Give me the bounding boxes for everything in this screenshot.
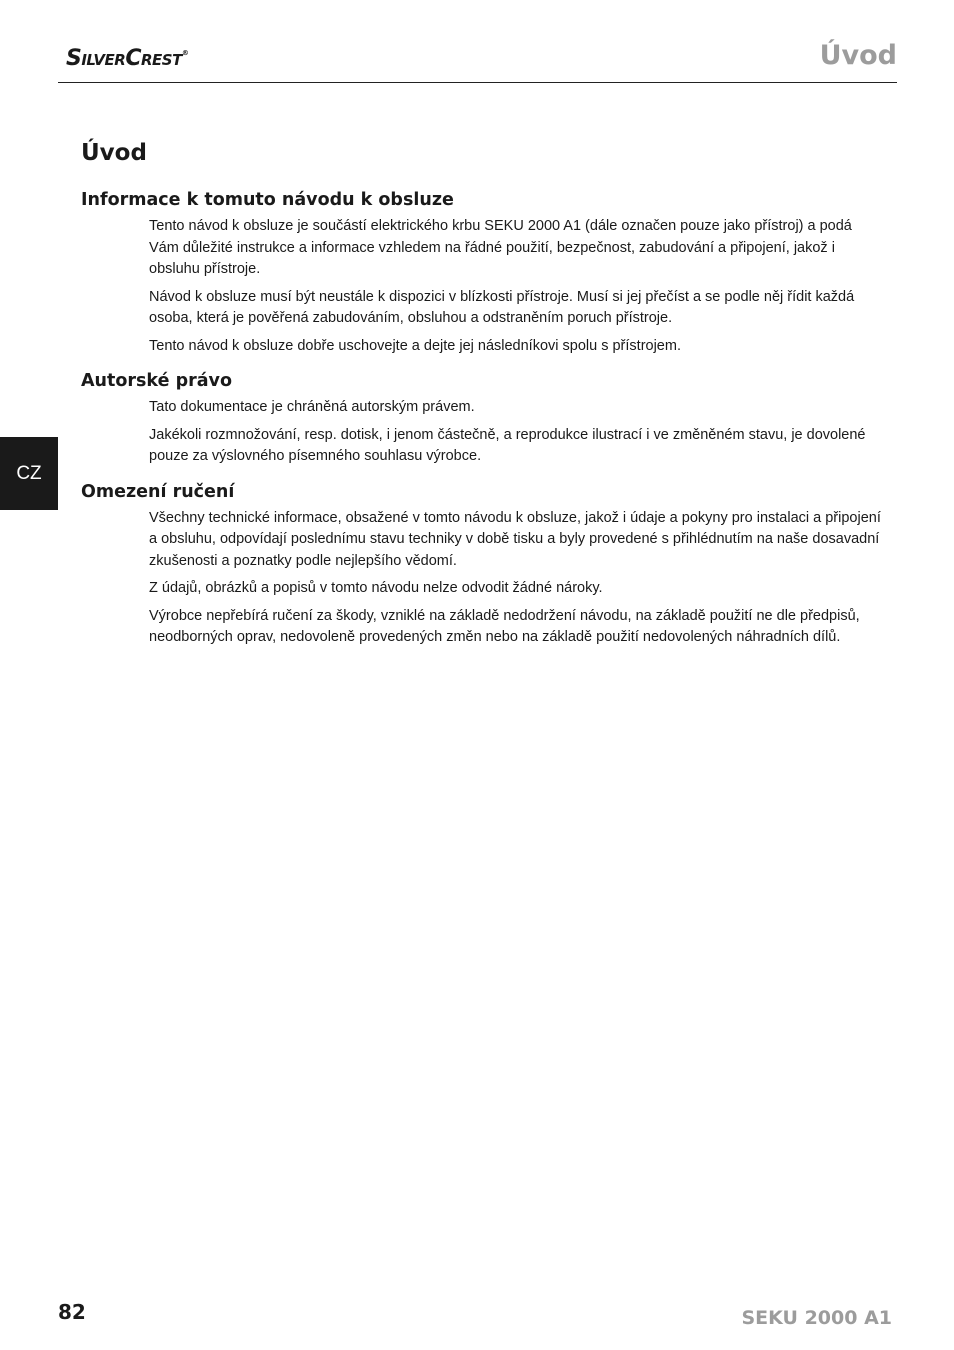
paragraph: Tato dokumentace je chráněná autorským právem. bbox=[149, 399, 475, 415]
paragraph: Z údajů, obrázků a popisů v tomto návodu nelze odvodit žádné nároky. bbox=[149, 580, 603, 596]
brand-logo bbox=[66, 46, 188, 71]
paragraph: Jakékoli rozmnožování, resp. dotisk, i jenom částečně, a reprodukce ilustrací i ve změněném stavu, je dovolené pouze za výslovného písemného souhlasu výrobce. bbox=[149, 426, 866, 464]
main-content bbox=[81, 140, 881, 663]
paragraph: Návod k obsluze musí být neustále k dispozici v blízkosti přístroje. Musí si jej přečíst a se podle něj řídit každá osoba, která je pověřená zabudováním, obsluhou a odstraněním poruch přístroje. bbox=[149, 288, 855, 326]
paragraph: Výrobce nepřebírá ručení za škody, vzniklé na základě nedodržení návodu, na základě použití ne dle předpisů, neodborných oprav, nedovoleně provedených změn nebo na základě použití nedovolených náhradních dílů. bbox=[149, 607, 860, 645]
section-liability bbox=[81, 482, 881, 649]
page-number: 82 bbox=[58, 1300, 86, 1324]
brand-name: SilverCrest bbox=[66, 46, 182, 71]
section-heading: Informace k tomuto návodu k obsluze bbox=[81, 190, 454, 210]
paragraph: Tento návod k obsluze dobře uschovejte a dejte jej následníkovi spolu s přístrojem. bbox=[149, 337, 681, 354]
section-heading: Autorské právo bbox=[81, 371, 232, 391]
section-heading: Omezení ručení bbox=[81, 481, 235, 502]
header-section-title: Úvod bbox=[819, 40, 897, 71]
section-manual-info bbox=[81, 190, 881, 357]
paragraph: Všechny technické informace, obsažené v tomto návodu k obsluze, jakož i údaje a pokyny pro instalaci a připojení a obsluhu, odpovídají poslednímu stavu techniky v době tisku a byly provedené s přihlédnutím na naše dosavadní zkušenosti a poznatky podle nejlepšího vědomí. bbox=[149, 509, 881, 569]
model-name: SEKU 2000 A1 bbox=[741, 1307, 892, 1329]
page-header bbox=[58, 38, 897, 83]
language-tab-label: CZ bbox=[16, 462, 42, 484]
page-title: Úvod bbox=[81, 140, 147, 166]
paragraph: Tento návod k obsluze je součástí elektrického krbu SEKU 2000 A1 (dále označen pouze jako přístroj) a podá Vám důležité instrukce a informace vzhledem na řádné použití, bezpečnost, zabudování a připojení, jakož i obsluhu přístroje. bbox=[149, 218, 852, 277]
language-tab bbox=[0, 437, 58, 510]
registered-mark: ® bbox=[181, 49, 189, 57]
section-copyright bbox=[81, 371, 881, 468]
